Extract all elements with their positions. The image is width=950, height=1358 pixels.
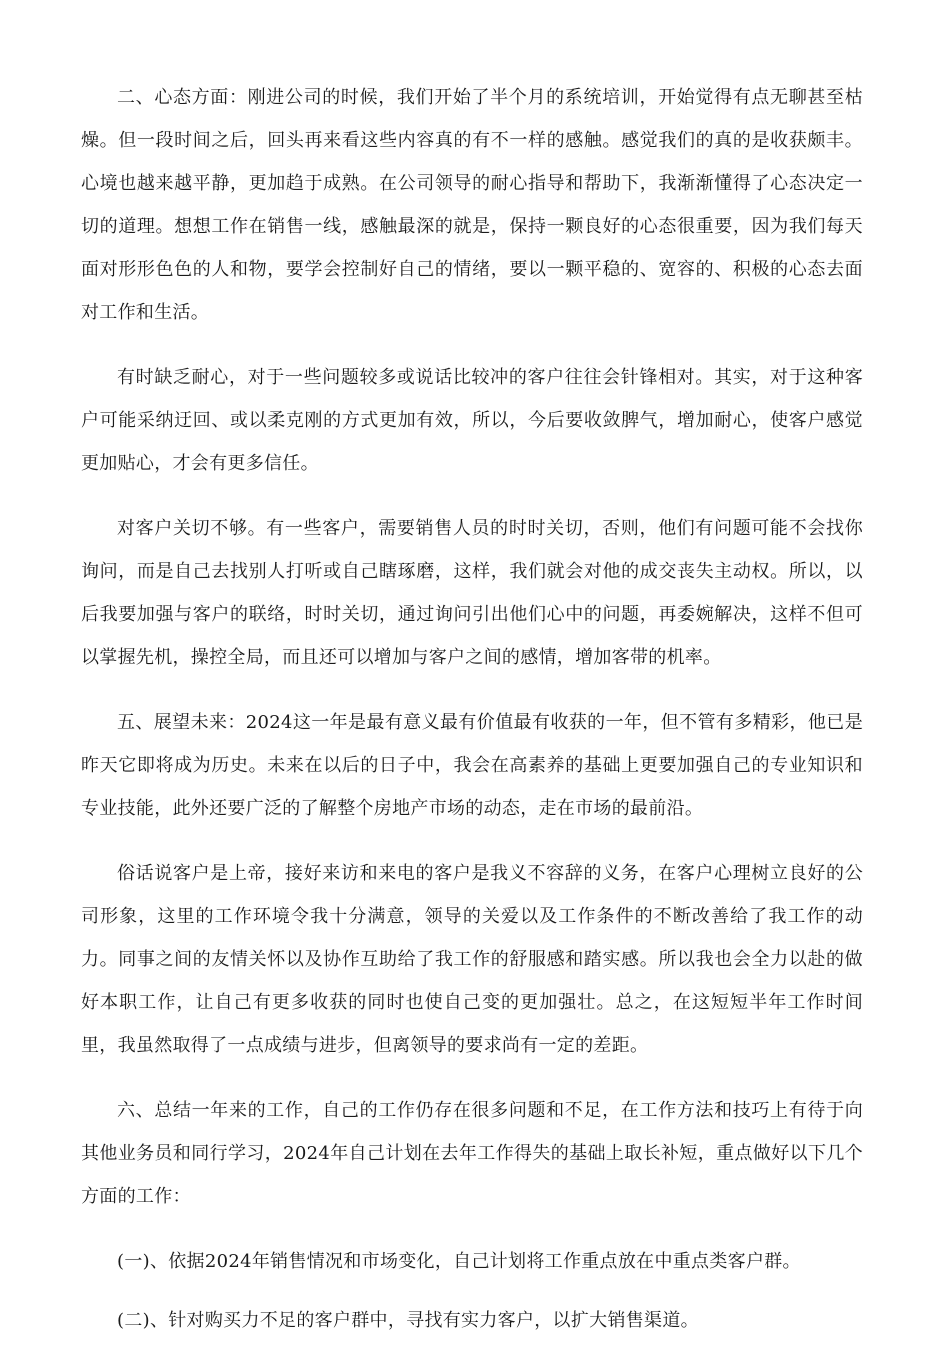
document-page	[81, 76, 863, 1358]
paragraph-outlook: 五、展望未来：2024这一年是最有意义最有价值最有收获的一年，但不管有多精彩，他已是昨天它即将成为历史。未来在以后的日子中，我会在高素养的基础上更要加强自己的专业知识和专业技能，此外还要广泛的了解整个房地产市场的动态，走在市场的最前沿。	[81, 712, 863, 819]
paragraph-mindset: 二、心态方面：刚进公司的时候，我们开始了半个月的系统培训，开始觉得有点无聊甚至枯燥。但一段时间之后，回头再来看这些内容真的有不一样的感触。感觉我们的真的是收获颇丰。心境也越来越平静，更加趋于成熟。在公司领导的耐心指导和帮助下，我渐渐懂得了心态决定一切的道理。想想工作在销售一线，感触最深的就是，保持一颗良好的心态很重要，因为我们每天面对形形色色的人和物，要学会控制好自己的情绪，要以一颗平稳的、宽容的、积极的心态去面对工作和生活。	[81, 87, 863, 323]
paragraph-patience: 有时缺乏耐心，对于一些问题较多或说话比较冲的客户往往会针锋相对。其实，对于这种客户可能采纳迂回、或以柔克刚的方式更加有效，所以，今后要收敛脾气，增加耐心，使客户感觉更加贴心，才会有更多信任。	[81, 367, 863, 474]
list-item-plan-1: (一)、依据2024年销售情况和市场变化，自己计划将工作重点放在中重点类客户群。	[117, 1251, 801, 1272]
list-item-plan-2: (二)、针对购买力不足的客户群中，寻找有实力客户，以扩大销售渠道。	[117, 1310, 699, 1331]
paragraph-summary: 六、总结一年来的工作，自己的工作仍存在很多问题和不足，在工作方法和技巧上有待于向其他业务员和同行学习，2024年自己计划在去年工作得失的基础上取长补短，重点做好以下几个方面的工作：	[81, 1100, 863, 1207]
paragraph-customer-care: 对客户关切不够。有一些客户，需要销售人员的时时关切，否则，他们有问题可能不会找你询问，而是自己去找别人打听或自己瞎琢磨，这样，我们就会对他的成交丧失主动权。所以，以后我要加强与客户的联络，时时关切，通过询问引出他们心中的问题，再委婉解决，这样不但可以掌握先机，操控全局，而且还可以增加与客户之间的感情，增加客带的机率。	[81, 518, 863, 668]
paragraph-customer-god: 俗话说客户是上帝，接好来访和来电的客户是我义不容辞的义务，在客户心理树立良好的公司形象，这里的工作环境令我十分满意，领导的关爱以及工作条件的不断改善给了我工作的动力。同事之间的友情关怀以及协作互助给了我工作的舒服感和踏实感。所以我也会全力以赴的做好本职工作，让自己有更多收获的同时也使自己变的更加强壮。总之，在这短短半年工作时间里，我虽然取得了一点成绩与进步，但离领导的要求尚有一定的差距。	[81, 863, 863, 1056]
